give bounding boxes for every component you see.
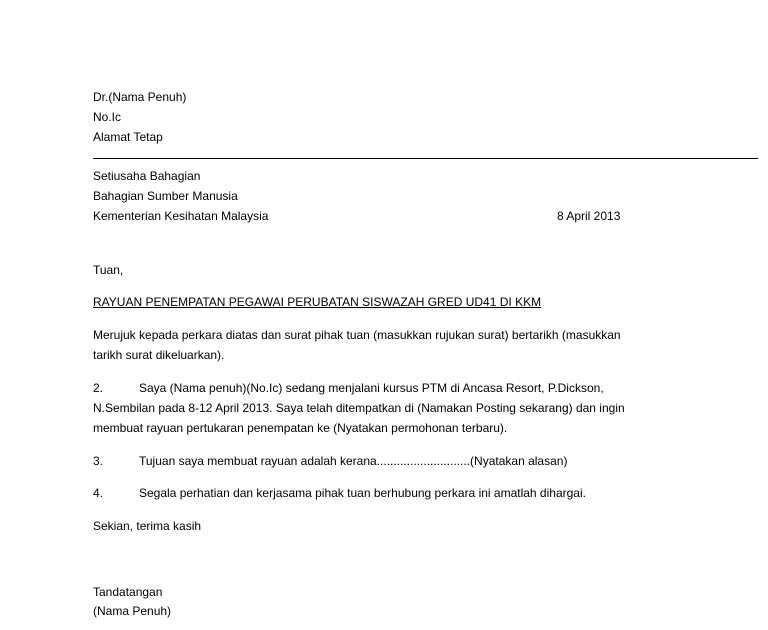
closing: Sekian, terima kasih <box>93 519 202 533</box>
para2-line-2: N.Sembilan pada 8-12 April 2013. Saya telah ditempatkan di (Namakan Posting sekarang) dan ingin <box>93 401 625 415</box>
intro-line-2: tarikh surat dikeluarkan). <box>93 348 225 362</box>
para3-number: 3. <box>93 454 104 468</box>
recipient-line-1: Setiusaha Bahagian <box>93 169 201 183</box>
intro-line-1: Merujuk kepada perkara diatas dan surat pihak tuan (masukkan rujukan surat) bertarikh (masukkan <box>93 328 621 342</box>
para4-line <box>93 485 586 501</box>
header-divider <box>93 158 758 159</box>
para3-line <box>93 453 567 469</box>
para2-line-1 <box>93 380 604 396</box>
para3-text: Tujuan saya membuat rayuan adalah kerana............................(Nyatakan alasan) <box>139 454 568 468</box>
recipient-line-3: Kementerian Kesihatan Malaysia <box>93 209 269 223</box>
recipient-line-2: Bahagian Sumber Manusia <box>93 189 238 203</box>
para4-number: 4. <box>93 486 104 500</box>
subject-line: RAYUAN PENEMPATAN PEGAWAI PERUBATAN SISWAZAH GRED UD41 DI KKM <box>93 295 542 309</box>
sender-ic: No.Ic <box>93 110 122 124</box>
signature-label: Tandatangan <box>93 585 163 599</box>
sender-address: Alamat Tetap <box>93 130 163 144</box>
letter-date: 8 April 2013 <box>557 209 621 223</box>
signature-name: (Nama Penuh) <box>93 604 172 618</box>
para2-number: 2. <box>93 381 104 395</box>
para4-text: Segala perhatian dan kerjasama pihak tuan berhubung perkara ini amatlah dihargai. <box>139 486 586 500</box>
para2-text-1: Saya (Nama penuh)(No.Ic) sedang menjalani kursus PTM di Ancasa Resort, P.Dickson, <box>139 381 604 395</box>
salutation: Tuan, <box>93 263 124 277</box>
para2-line-3: membuat rayuan pertukaran penempatan ke (Nyatakan permohonan terbaru). <box>93 421 508 435</box>
sender-name: Dr.(Nama Penuh) <box>93 90 187 104</box>
